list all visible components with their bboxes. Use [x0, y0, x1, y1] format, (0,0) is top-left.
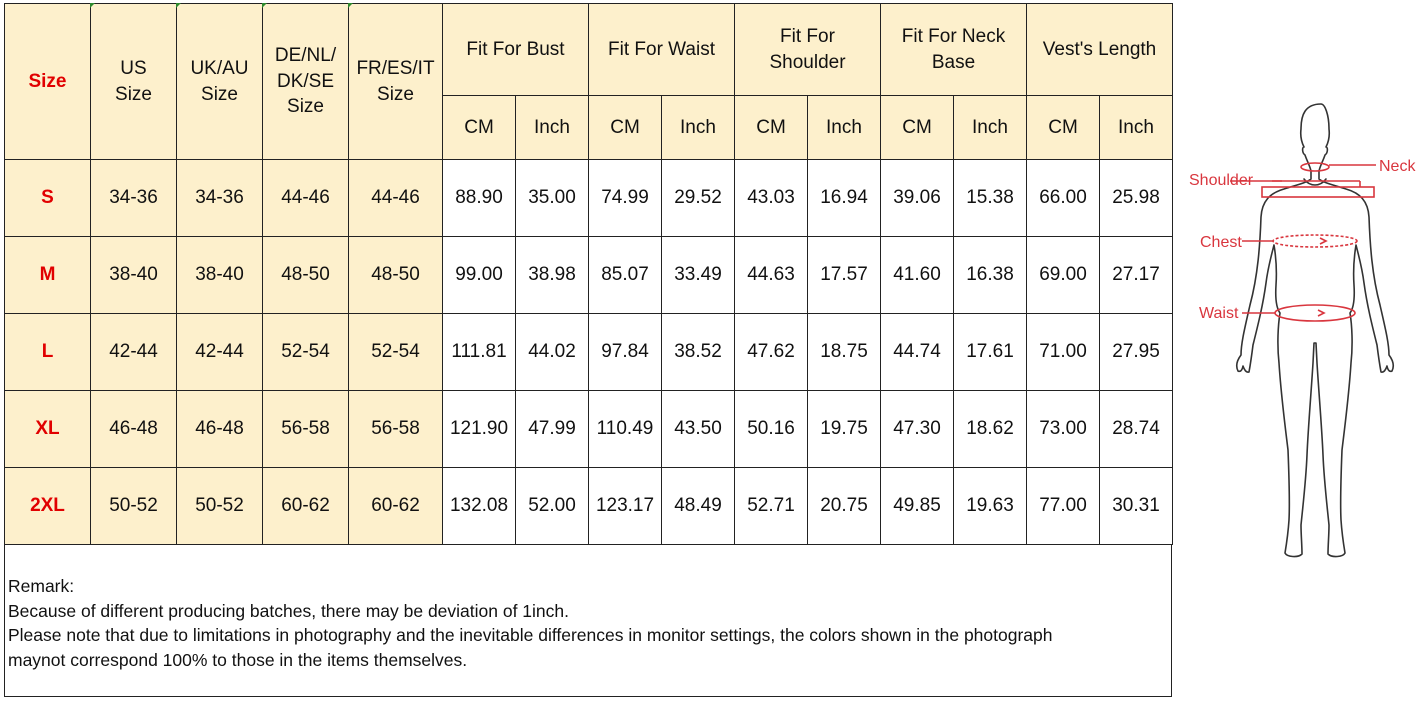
measurement-cell: 44.63 — [735, 237, 808, 314]
table-row — [5, 391, 1246, 468]
measurement-cell: 25.98 — [1100, 160, 1173, 237]
measurement-cell: 44.02 — [516, 314, 589, 391]
group-header-neck-base — [881, 4, 1027, 96]
body-outline — [1237, 104, 1393, 557]
measurement-cell: 19.75 — [808, 391, 881, 468]
size-conversion-cell: 56-58 — [349, 391, 443, 468]
size-header: Size — [5, 4, 91, 160]
unit-header: CM — [1027, 96, 1100, 160]
measurement-cell: 15.38 — [954, 160, 1027, 237]
measurement-cell: 52.71 — [735, 468, 808, 545]
collar-line — [1304, 179, 1326, 185]
size-conversion-cell: 50-52 — [177, 468, 263, 545]
corner-mark — [262, 3, 267, 8]
measurement-cell: 66.00 — [1027, 160, 1100, 237]
measurement-cell: 43.03 — [735, 160, 808, 237]
chest-label: Chest — [1200, 234, 1242, 251]
size-conversion-cell: 42-44 — [91, 314, 177, 391]
group-header-shoulder — [735, 4, 881, 96]
measurement-cell: 39.06 — [881, 160, 954, 237]
measurement-cell: 29.52 — [662, 160, 735, 237]
size-conversion-cell: 52-54 — [263, 314, 349, 391]
measurement-cell: 74.99 — [589, 160, 662, 237]
measurement-cell: 33.49 — [662, 237, 735, 314]
size-conversion-cell: 60-62 — [349, 468, 443, 545]
unit-header: Inch — [808, 96, 881, 160]
body-measurement-figure — [1180, 95, 1420, 570]
measurement-cell: 16.94 — [808, 160, 881, 237]
neck-label: Neck — [1379, 158, 1416, 175]
size-conversion-cell: 50-52 — [91, 468, 177, 545]
size-conversion-cell: 44-46 — [263, 160, 349, 237]
size-conversion-cell: 38-40 — [91, 237, 177, 314]
group-header-vest-length — [1027, 4, 1173, 96]
measurement-cell: 38.52 — [662, 314, 735, 391]
measurement-cell: 27.17 — [1100, 237, 1173, 314]
measurement-cell: 88.90 — [443, 160, 516, 237]
measurement-cell: 47.30 — [881, 391, 954, 468]
size-conversion-cell: 56-58 — [263, 391, 349, 468]
measurement-cell: 123.17 — [589, 468, 662, 545]
size-label-cell: L — [5, 314, 91, 391]
measurement-cell: 18.75 — [808, 314, 881, 391]
group-header-waist — [589, 4, 735, 96]
corner-mark — [90, 3, 95, 8]
measurement-cell: 111.81 — [443, 314, 516, 391]
shoulder-measure-bar — [1262, 187, 1374, 197]
table-row — [5, 160, 1246, 237]
measurement-cell: 69.00 — [1027, 237, 1100, 314]
size-label-cell: M — [5, 237, 91, 314]
header-row-groups — [5, 4, 1246, 96]
us-size-header — [91, 4, 177, 160]
unit-header: CM — [735, 96, 808, 160]
neck-measure-ring — [1301, 163, 1329, 171]
remark-line: Please note that due to limitations in photography and the inevitable differences in monitor settings, the colors shown in the photograph — [8, 625, 1053, 645]
size-label-cell: 2XL — [5, 468, 91, 545]
unit-header: CM — [589, 96, 662, 160]
us-size-header-label: US Size — [115, 57, 152, 105]
measurement-cell: 19.63 — [954, 468, 1027, 545]
remark-box — [4, 544, 1172, 697]
remark-text — [8, 574, 1053, 672]
table-row — [5, 314, 1246, 391]
measurement-cell: 52.00 — [516, 468, 589, 545]
size-conversion-cell: 38-40 — [177, 237, 263, 314]
chest-measure-ring — [1273, 235, 1357, 247]
group-header-waist-label: Fit For Waist — [608, 38, 715, 60]
size-table — [4, 3, 1246, 545]
measurement-cell: 17.61 — [954, 314, 1027, 391]
corner-mark — [176, 3, 181, 8]
size-conversion-cell: 42-44 — [177, 314, 263, 391]
fr-es-it-size-header-label: FR/ES/IT Size — [356, 57, 435, 105]
measurement-cell: 27.95 — [1100, 314, 1173, 391]
fr-es-it-size-header — [349, 4, 443, 160]
uk-au-size-header-label: UK/AU Size — [190, 57, 249, 105]
size-label-cell: XL — [5, 391, 91, 468]
measurement-cell: 28.74 — [1100, 391, 1173, 468]
size-conversion-cell: 46-48 — [91, 391, 177, 468]
measurement-cell: 121.90 — [443, 391, 516, 468]
measurement-cell: 30.31 — [1100, 468, 1173, 545]
waist-label: Waist — [1199, 305, 1239, 322]
table-row — [5, 468, 1246, 545]
unit-header: Inch — [1100, 96, 1173, 160]
size-conversion-cell: 34-36 — [91, 160, 177, 237]
remark-line: maynot correspond 100% to those in the items themselves. — [8, 649, 468, 670]
size-conversion-cell: 48-50 — [263, 237, 349, 314]
measurement-cell: 35.00 — [516, 160, 589, 237]
measurement-cell: 97.84 — [589, 314, 662, 391]
waist-measure-ring — [1275, 305, 1355, 321]
measurement-cell: 44.74 — [881, 314, 954, 391]
measurement-cell: 50.16 — [735, 391, 808, 468]
size-conversion-cell: 34-36 — [177, 160, 263, 237]
group-header-vest-length-label: Vest's Length — [1042, 38, 1157, 60]
measurement-cell: 20.75 — [808, 468, 881, 545]
unit-header: Inch — [954, 96, 1027, 160]
size-conversion-cell: 46-48 — [177, 391, 263, 468]
unit-header: CM — [443, 96, 516, 160]
measurement-cell: 18.62 — [954, 391, 1027, 468]
group-header-neck-base-label: Fit For Neck Base — [901, 25, 1006, 73]
measurement-cell: 47.62 — [735, 314, 808, 391]
measurement-cell: 99.00 — [443, 237, 516, 314]
remark-line: Because of different producing batches, there may be deviation of 1inch. — [8, 600, 570, 621]
unit-header: Inch — [662, 96, 735, 160]
size-chart — [4, 3, 1172, 697]
measurement-cell: 73.00 — [1027, 391, 1100, 468]
measurement-cell: 85.07 — [589, 237, 662, 314]
unit-header: Inch — [516, 96, 589, 160]
corner-mark — [348, 3, 353, 8]
size-conversion-cell: 48-50 — [349, 237, 443, 314]
de-nl-dk-se-size-header-label: DE/NL/ DK/SE Size — [274, 45, 337, 118]
measurement-cell: 16.38 — [954, 237, 1027, 314]
size-conversion-cell: 44-46 — [349, 160, 443, 237]
measurement-cell: 43.50 — [662, 391, 735, 468]
measurement-cell: 77.00 — [1027, 468, 1100, 545]
measurement-cell: 110.49 — [589, 391, 662, 468]
uk-au-size-header — [177, 4, 263, 160]
de-nl-dk-se-size-header — [263, 4, 349, 160]
group-header-bust-label: Fit For Bust — [466, 38, 565, 60]
group-header-bust — [443, 4, 589, 96]
shoulder-label: Shoulder — [1189, 172, 1254, 189]
size-conversion-cell: 60-62 — [263, 468, 349, 545]
measurement-cell: 71.00 — [1027, 314, 1100, 391]
size-label-cell: S — [5, 160, 91, 237]
table-body — [5, 4, 1246, 545]
group-header-shoulder-label: Fit For Shoulder — [769, 25, 846, 73]
body-outline-illustration — [1180, 95, 1420, 570]
unit-header: CM — [881, 96, 954, 160]
size-conversion-cell: 52-54 — [349, 314, 443, 391]
table-row — [5, 237, 1246, 314]
measurement-cell: 49.85 — [881, 468, 954, 545]
measurement-cell: 48.49 — [662, 468, 735, 545]
measurement-cell: 38.98 — [516, 237, 589, 314]
measurement-cell: 17.57 — [808, 237, 881, 314]
measurement-cell: 41.60 — [881, 237, 954, 314]
measurement-cell: 47.99 — [516, 391, 589, 468]
measurement-cell: 132.08 — [443, 468, 516, 545]
remark-title: Remark: — [8, 576, 75, 596]
